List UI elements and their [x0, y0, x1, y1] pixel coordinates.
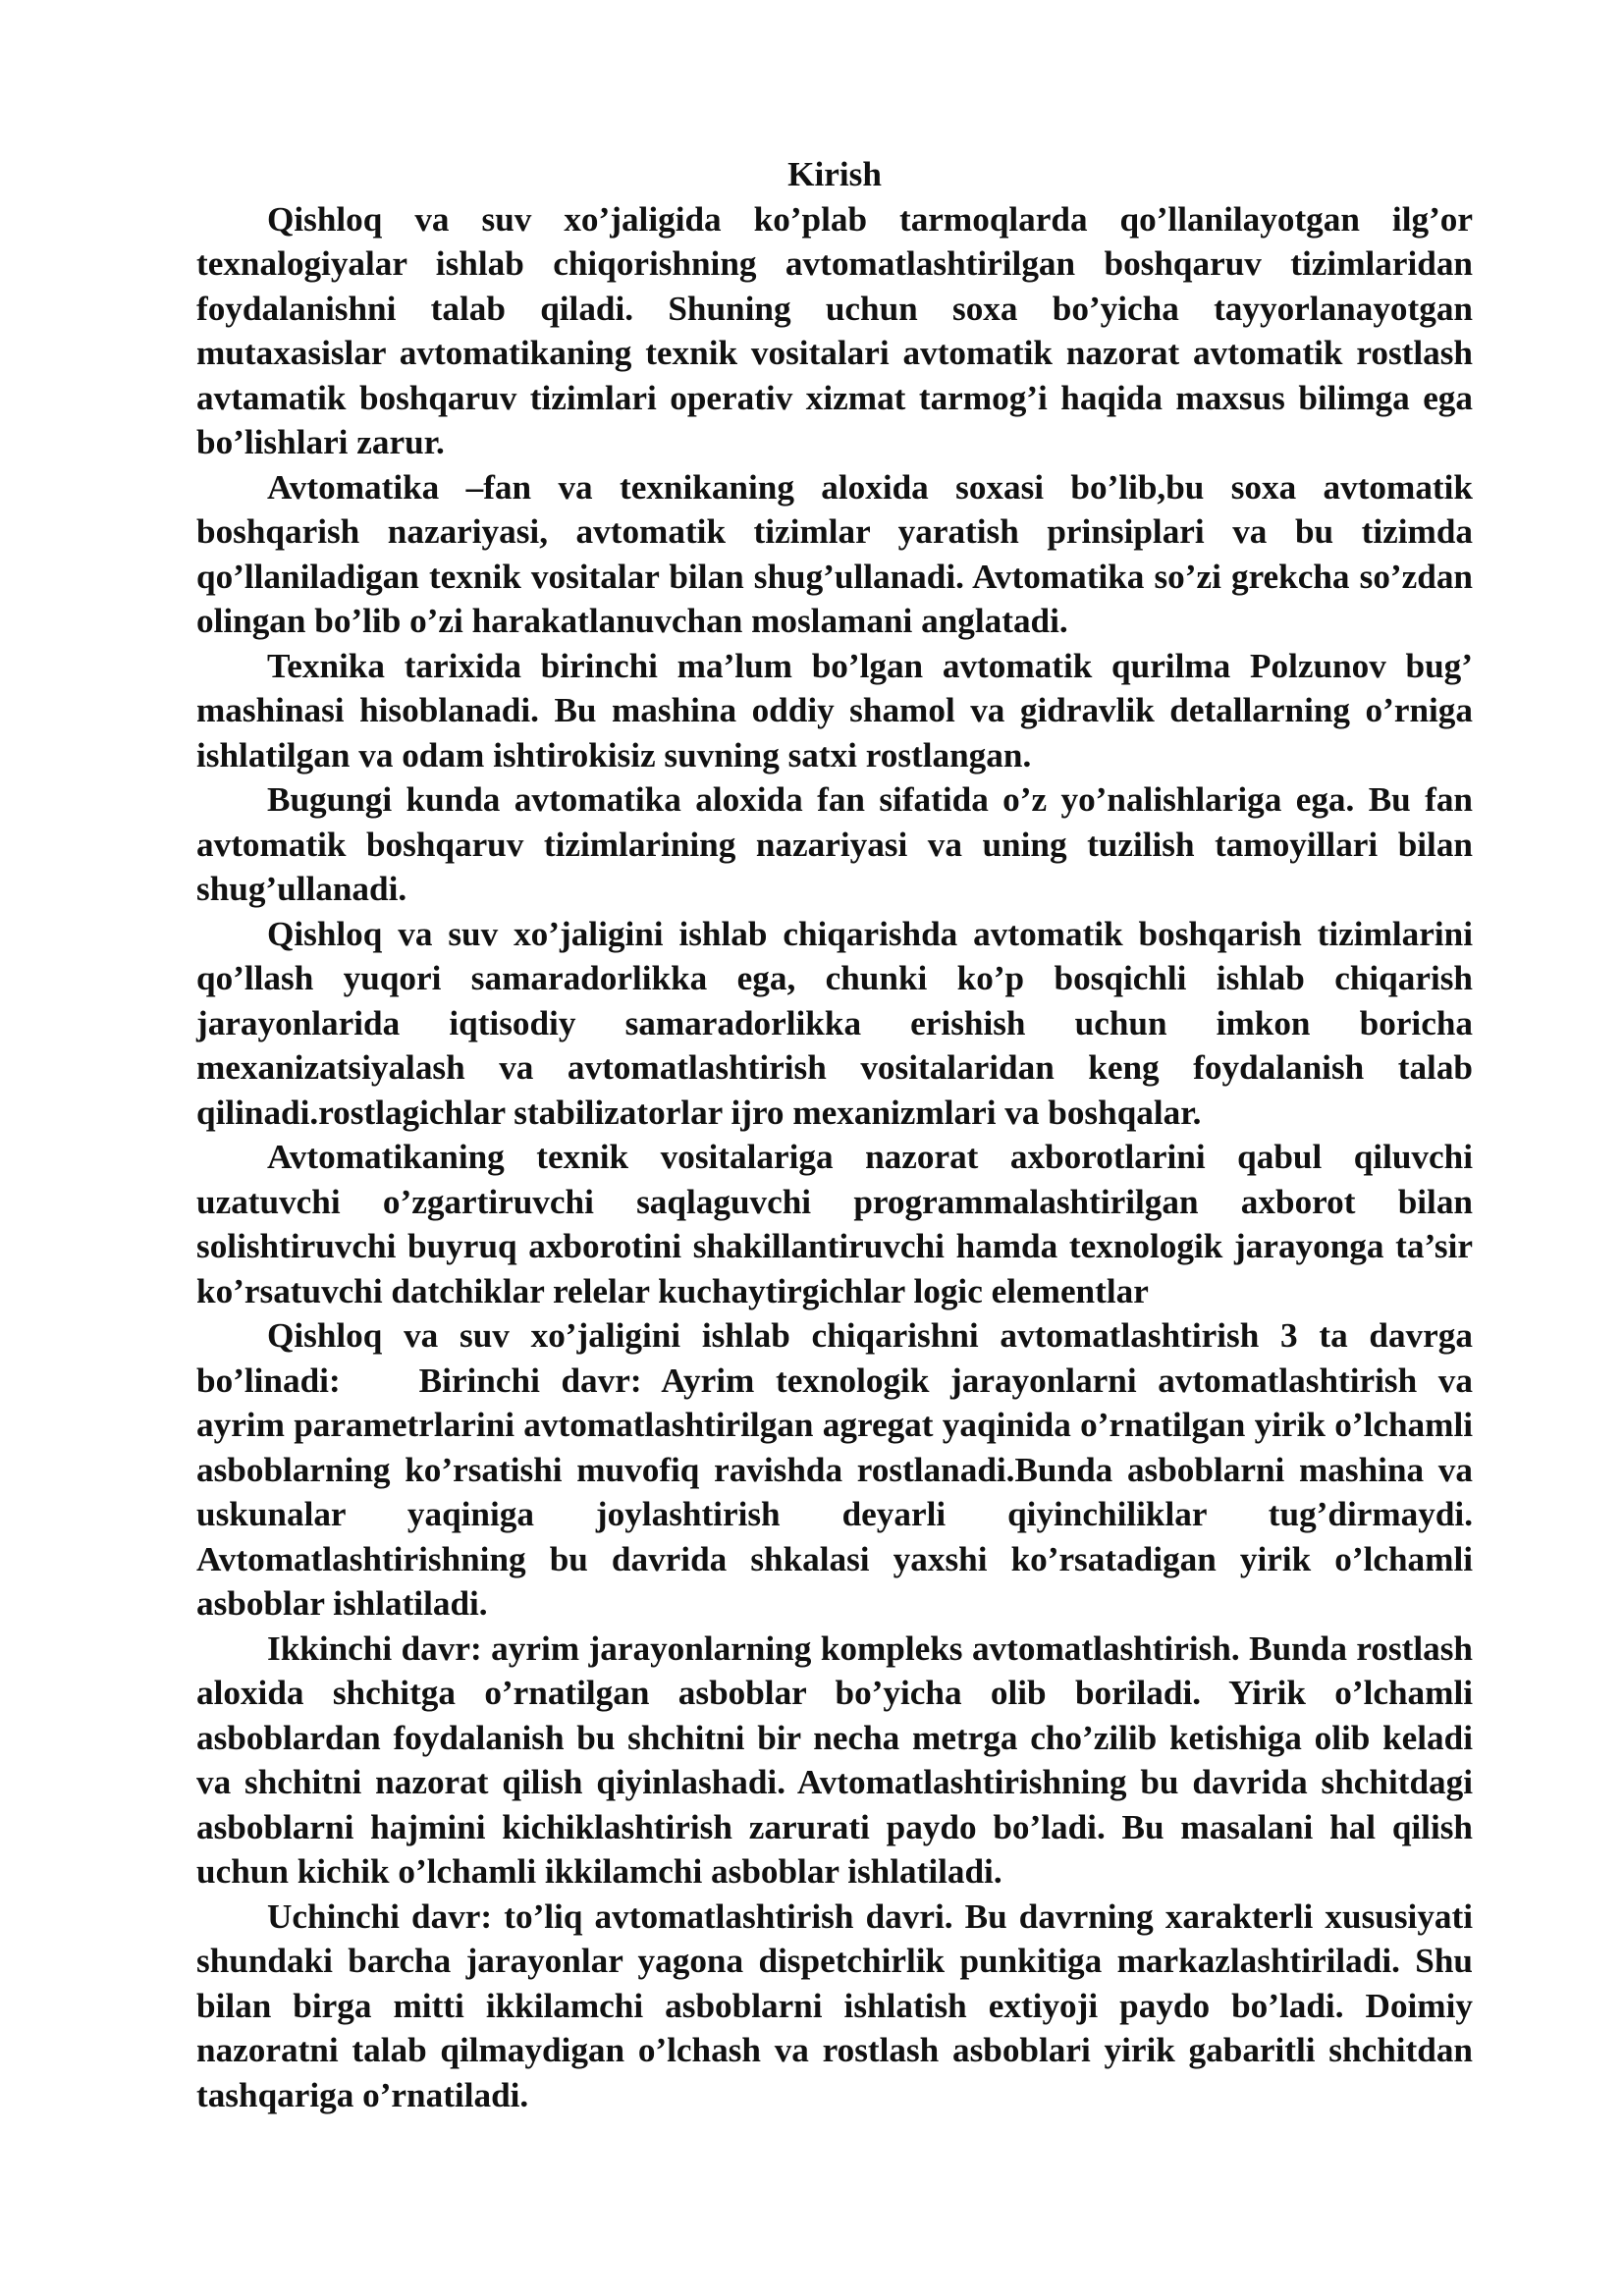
paragraph-modern-avtomatika: Bugungi kunda avtomatika aloxida fan sifatida o’z yo’nalishlariga ega. Bu fan avtomatik boshqaruv tizimlarining nazariyasi va uning tuzilish tamoyillari bilan shug’ullanadi.: [196, 780, 1473, 908]
page-title: Kirish: [787, 155, 882, 193]
paragraph-polzunov: Texnika tarixida birinchi ma’lum bo’lgan avtomatik qurilma Polzunov bug’ mashinasi hisoblanadi. Bu mashina oddiy shamol va gidravlik detallarning o’rniga ishlatilgan va odam ishtirokisiz suvning satxi rostlangan.: [196, 646, 1473, 774]
paragraph-agriculture-efficiency: Qishloq va suv xo’jaligini ishlab chiqarishda avtomatik boshqarish tizimlarini qo’llash yuqori samaradorlikka ega, chunki ko’p bosqichli ishlab chiqarish jarayonlarida iqtisodiy samaradorlikka erishish uchun imkon boricha mexanizatsiyalash va avtomatlashtirish vositalaridan keng foydalanish talab qilinadi.rostlagichlar stabilizatorlar ijro mexanizmlari va boshqalar.: [196, 914, 1473, 1132]
paragraph-three-periods: [196, 1313, 1473, 1627]
three-periods-lead: Qishloq va suv xo’jaligini ishlab chiqarishni avtomatlashtirish 3 ta davrga bo’linadi:: [196, 1316, 1473, 1400]
paragraph-avtomatika-definition: Avtomatika –fan va texnikaning aloxida soxasi bo’lib,bu soxa avtomatik boshqarish nazariyasi, avtomatik tizimlar yaratish prinsiplari va bu tizimda qo’llaniladigan texnik vositalar bilan shug’ullanadi. Avtomatika so’zi grekcha so’zdan olingan bo’lib o’zi harakatlanuvchan moslamani anglatadi.: [196, 467, 1473, 640]
paragraph-technical-means: Avtomatikaning texnik vositalariga nazorat axborotlarini qabul qiluvchi uzatuvchi o’zgartiruvchi saqlaguvchi programmalashtirilgan axborot bilan solishtiruvchi buyruq axborotini shakillantiruvchi hamda texnologik jarayonga ta’sir ko’rsatuvchi datchiklar relelar kuchaytirgichlar logic elementlar: [196, 1138, 1473, 1310]
first-period-text: Birinchi davr: Ayrim texnologik jarayonlarni avtomatlashtirish va ayrim parametrlarini avtomatlashtirilgan agregat yaqinida o’rnatilgan yirik o’lchamli asboblarning ko’rsatishi muvofiq ravishda rostlanadi.Bunda asboblarni mashina va uskunalar yaqiniga joylashtirish deyarli qiyinchiliklar tug’dirmaydi. Avtomatlashtirishning bu davrida shkalasi yaxshi ko’rsatadigan yirik o’lchamli asboblar ishlatiladi.: [196, 1361, 1473, 1623]
paragraph-second-period: Ikkinchi davr: ayrim jarayonlarning kompleks avtomatlashtirish. Bunda rostlash aloxida shchitga o’rnatilgan asboblar bo’yicha olib boriladi. Yirik o’lchamli asboblardan foydalanish bu shchitni bir necha metrga cho’zilib ketishiga olib keladi va shchitni nazorat qilish qiyinlashadi. Avtomatlashtirishning bu davrida shchitdagi asboblarni hajmini kichiklashtirish zarurati paydo bo’ladi. Bu masalani hal qilish uchun kichik o’lchamli ikkilamchi asboblar ishlatiladi.: [196, 1629, 1473, 1891]
paragraph-third-period: Uchinchi davr: to’liq avtomatlashtirish davri. Bu davrning xarakterli xususiyati shundaki barcha jarayonlar yagona dispetchirlik punkitiga markazlashtiriladi. Shu bilan birga mitti ikkilamchi asboblarni ishlatish extiyoji paydo bo’ladi. Doimiy nazoratni talab qilmaydigan o’lchash va rostlash asboblari yirik gabaritli shchitdan tashqariga o’rnatiladi.: [196, 1896, 1473, 2114]
document-page: [196, 152, 1473, 2117]
paragraph-intro: Qishloq va suv xo’jaligida ko’plab tarmoqlarda qo’llanilayotgan ilg’or texnalogiyalar ishlab chiqorishning avtomatlashtirilgan boshqaruv tizimlaridan foydalanishni talab qiladi. Shuning uchun soxa bo’yicha tayyorlanayotgan mutaxasislar avtomatikaning texnik vositalari avtomatik nazorat avtomatik rostlash avtamatik boshqaruv tizimlari operativ xizmat tarmog’i haqida maxsus bilimga ega bo’lishlari zarur.: [196, 199, 1473, 461]
